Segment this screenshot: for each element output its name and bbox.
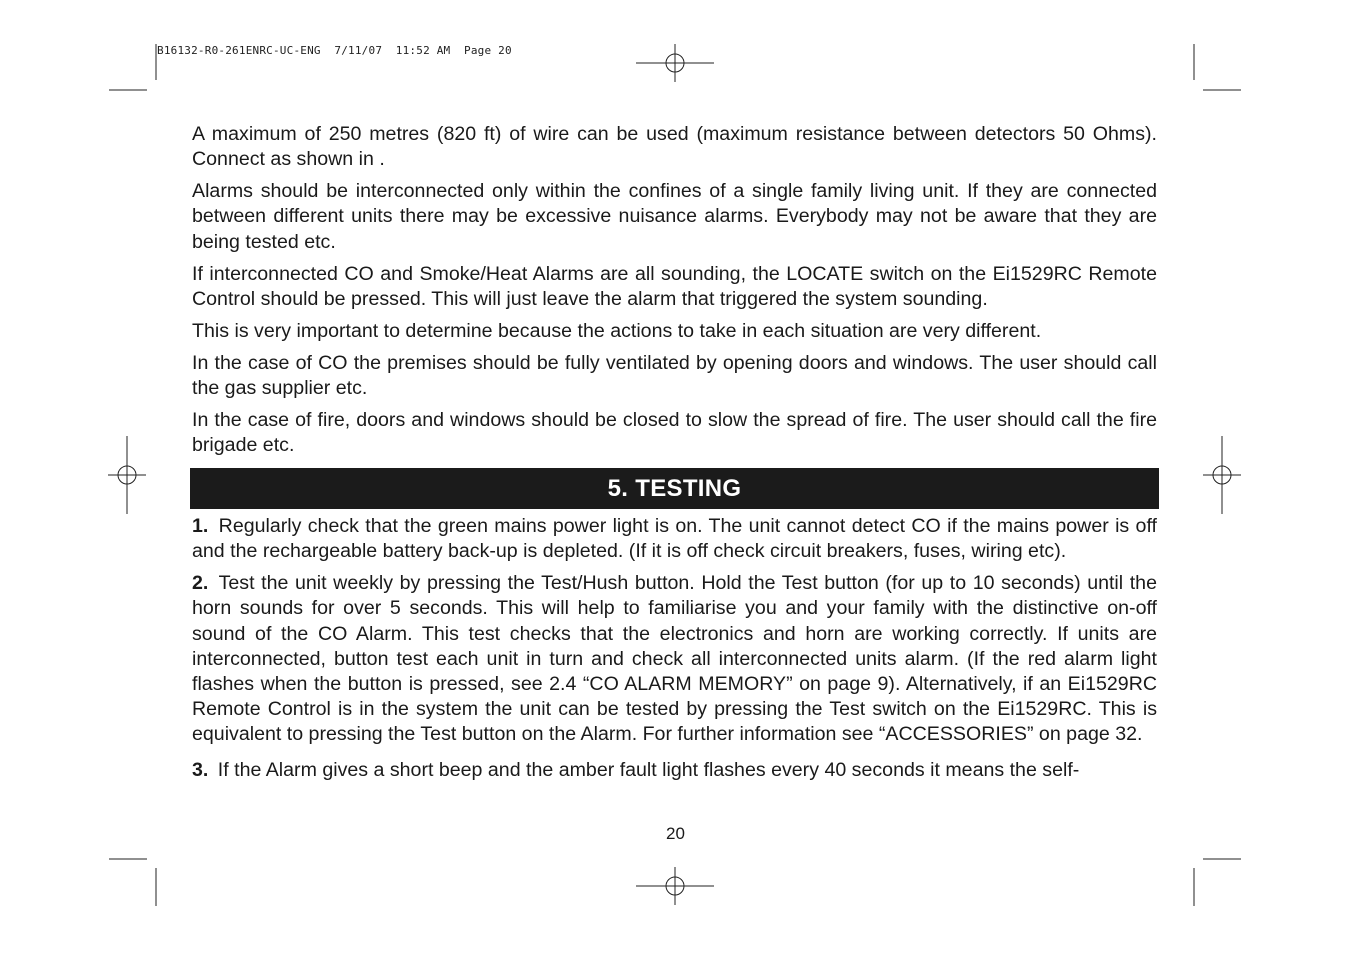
page-number: 20 (666, 824, 685, 843)
step-item (192, 514, 1157, 564)
paragraph: If interconnected CO and Smoke/Heat Alarms are all sounding, the LOCATE switch on the Ei1529RC Remote Control should be pressed. This will just leave the alarm that triggered the system sounding. (192, 262, 1157, 310)
step-text: Regularly check that the green mains power light is on. The unit cannot detect CO if the mains power is off and the rechargeable battery back-up is depleted. (If it is off check circuit breakers, fuses, wiring etc). (192, 515, 1157, 563)
registration-mark-right (1203, 436, 1241, 514)
step-text: Test the unit weekly by pressing the Test/Hush button. Hold the Test button (for up to 10 seconds) until the horn sounds for over 5 seconds. This will help to familiarise you and your family with the distinctive on-off sound of the CO Alarm. This test checks that the electronics and horn are working correctly. If units are interconnected, button test each unit in turn and check all interconnected units alarm. (If the red alarm light flashes when the button is pressed, see 2.4 “CO ALARM MEMORY” on page 9). Alternatively, if an Ei1529RC Remote Control is in the system the unit can be tested by pressing the Test switch on the Ei1529RC. This is equivalent to pressing the Test button on the Alarm. For further information see “ACCESSORIES” on page 32. (192, 572, 1157, 746)
print-slug: B16132-R0-261ENRC-UC-ENG 7/11/07 11:52 AM Page 20 (157, 44, 512, 57)
section-heading: 5. TESTING (607, 474, 742, 502)
registration-mark-left (108, 436, 146, 514)
step-number: 1. (192, 515, 209, 537)
testing-steps (192, 514, 1157, 790)
step-number: 2. (192, 572, 209, 595)
registration-mark-top (636, 44, 714, 82)
paragraph: In the case of CO the premises should be fully ventilated by opening doors and windows. The user should call the gas supplier etc. (192, 351, 1157, 400)
step-item (192, 758, 1157, 783)
section-heading-bar (190, 468, 1159, 509)
step-item (192, 571, 1157, 747)
paragraph: This is very important to determine because the actions to take in each situation are very different. (192, 319, 1042, 342)
paragraph: A maximum of 250 metres (820 ft) of wire can be used (maximum resistance between detectors 50 Ohms). Connect as shown in . (192, 123, 1157, 171)
step-text: If the Alarm gives a short beep and the amber fault light flashes every 40 seconds it means the self- (217, 758, 1080, 781)
registration-mark-bottom (636, 867, 714, 905)
step-number: 3. (192, 758, 209, 781)
paragraph: Alarms should be interconnected only within the confines of a single family living unit. If they are connected between different units there may be excessive nuisance alarms. Everybody may not be aware that they are being tested etc. (192, 180, 1157, 253)
intro-text (192, 122, 1157, 465)
paragraph: In the case of fire, doors and windows should be closed to slow the spread of fire. The user should call the fire brigade etc. (192, 409, 1157, 457)
